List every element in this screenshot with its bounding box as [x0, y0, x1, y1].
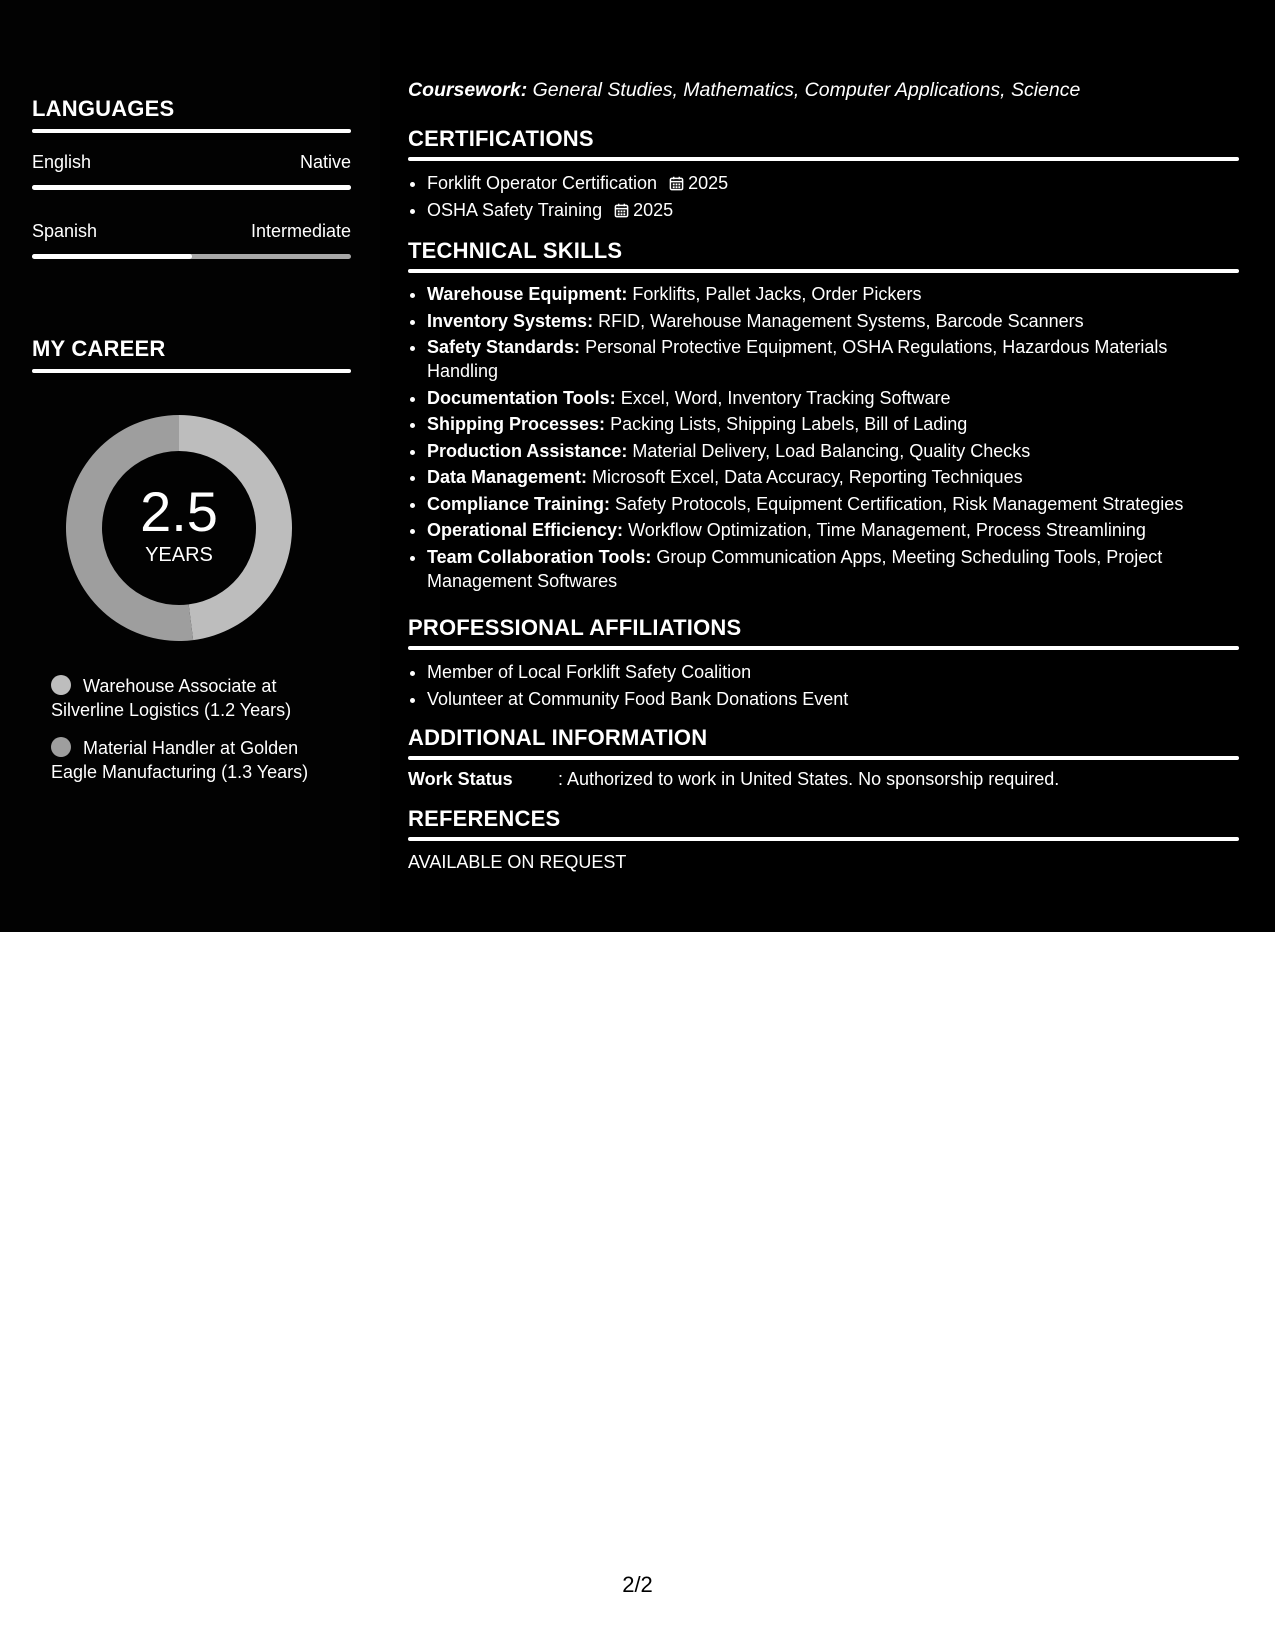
language-item: [32, 152, 351, 190]
references-value: AVAILABLE ON REQUEST: [408, 852, 627, 872]
coursework-label: Coursework:: [408, 79, 528, 101]
references-section: [408, 806, 1239, 873]
coursework-value: General Studies, Mathematics, Computer Applications, Science: [532, 79, 1081, 101]
skill-item: [427, 282, 1239, 306]
skill-value: Group Communication Apps, Meeting Scheduling Tools, Project Management Softwares: [427, 546, 1163, 591]
skill-value: Packing Lists, Shipping Labels, Bill of Lading: [610, 414, 968, 434]
skill-label: Safety Standards:: [427, 337, 581, 357]
skill-item: [427, 545, 1239, 593]
page-number: 2/2: [622, 1572, 653, 1597]
languages-title: LANGUAGES: [32, 96, 175, 121]
skill-value: Material Delivery, Load Balancing, Quality Checks: [632, 440, 1031, 461]
skill-value: Forklifts, Pallet Jacks, Order Pickers: [632, 284, 922, 304]
skill-item: [427, 439, 1239, 463]
certification-name: OSHA Safety Training: [427, 199, 603, 220]
affiliation-item: • Member of Local Forklift Safety Coalition: [427, 659, 1239, 686]
career-header: [32, 336, 351, 373]
section-rule: [408, 157, 1239, 161]
language-name: Spanish: [32, 221, 98, 241]
languages-rule: [32, 129, 351, 133]
skill-value: Workflow Optimization, Time Management, Process Streamlining: [628, 520, 1146, 540]
certifications-section: [408, 126, 1239, 223]
certification-item: [427, 170, 1239, 197]
skill-item: [427, 518, 1239, 542]
skill-item: [427, 465, 1239, 489]
career-job-item: [51, 736, 341, 784]
skill-item: [427, 309, 1239, 333]
skill-label: Operational Efficiency:: [427, 520, 624, 540]
skill-item: [427, 412, 1239, 436]
language-name: English: [32, 152, 92, 172]
work-status-row: [408, 769, 1239, 790]
section-rule: [408, 837, 1239, 841]
career-donut-chart: [66, 415, 292, 641]
skill-label: Team Collaboration Tools:: [427, 546, 652, 567]
skill-label: Warehouse Equipment:: [427, 284, 628, 304]
section-rule: [408, 269, 1239, 273]
career-total-unit: YEARS: [145, 543, 213, 566]
calendar-icon: [614, 203, 629, 218]
section-rule: [408, 756, 1239, 760]
language-level: Intermediate: [250, 221, 351, 241]
certifications-title: CERTIFICATIONS: [408, 126, 594, 151]
skill-label: Inventory Systems:: [427, 310, 594, 331]
certification-item: [427, 197, 1239, 224]
skill-value: RFID, Warehouse Management Systems, Barcode Scanners: [598, 310, 1084, 331]
affiliations-section: [408, 615, 1239, 712]
additional-info-title: ADDITIONAL INFORMATION: [408, 725, 708, 750]
language-item: [32, 221, 351, 259]
career-job-text: Warehouse Associate at Silverline Logistics (1.2 Years): [51, 676, 292, 720]
skill-item: [427, 335, 1239, 383]
references-title: REFERENCES: [408, 806, 561, 831]
work-status-value: : Authorized to work in United States. No sponsorship required.: [558, 769, 1060, 789]
legend-dot: [51, 737, 71, 757]
skill-label: Production Assistance:: [427, 440, 628, 461]
career-job-text: Material Handler at Golden Eagle Manufacturing (1.3 Years): [51, 738, 309, 782]
coursework-line: [408, 79, 1080, 102]
additional-info-section: [408, 725, 1239, 790]
certification-year: 2025: [633, 199, 674, 220]
section-rule: [408, 646, 1239, 650]
skill-value: Microsoft Excel, Data Accuracy, Reporting Techniques: [592, 467, 1023, 487]
skill-value: Excel, Word, Inventory Tracking Software: [620, 387, 951, 408]
skill-item: [427, 386, 1239, 410]
career-job-item: [51, 674, 341, 722]
legend-dot: [51, 675, 71, 695]
language-level: Native: [299, 152, 351, 172]
skill-label: Shipping Processes:: [427, 414, 606, 434]
calendar-icon: [669, 176, 684, 191]
skill-label: Data Management:: [427, 467, 588, 487]
career-title: MY CAREER: [32, 336, 166, 361]
work-status-label: Work Status: [408, 769, 513, 789]
sidebar: [0, 0, 380, 932]
skill-label: Documentation Tools:: [427, 387, 616, 408]
career-total-years: 2.5: [140, 479, 218, 543]
language-proficiency-bar: [32, 254, 351, 259]
language-proficiency-fill: [32, 185, 351, 190]
affiliations-title: PROFESSIONAL AFFILIATIONS: [408, 615, 742, 640]
skill-label: Compliance Training:: [427, 493, 611, 514]
skill-value: Safety Protocols, Equipment Certification, Risk Management Strategies: [615, 493, 1184, 514]
language-proficiency-bar: [32, 185, 351, 190]
languages-header: [32, 96, 351, 133]
certification-name: Forklift Operator Certification: [427, 173, 658, 193]
skills-title: TECHNICAL SKILLS: [408, 238, 623, 263]
skill-item: [427, 492, 1239, 516]
skills-section: [408, 238, 1239, 595]
language-proficiency-fill: [32, 254, 192, 259]
certification-year: 2025: [688, 173, 729, 193]
skill-value: Personal Protective Equipment, OSHA Regulations, Hazardous Materials Handling: [427, 337, 1168, 381]
affiliation-item: • Volunteer at Community Food Bank Donations Event: [427, 686, 1239, 713]
career-rule: [32, 369, 351, 373]
